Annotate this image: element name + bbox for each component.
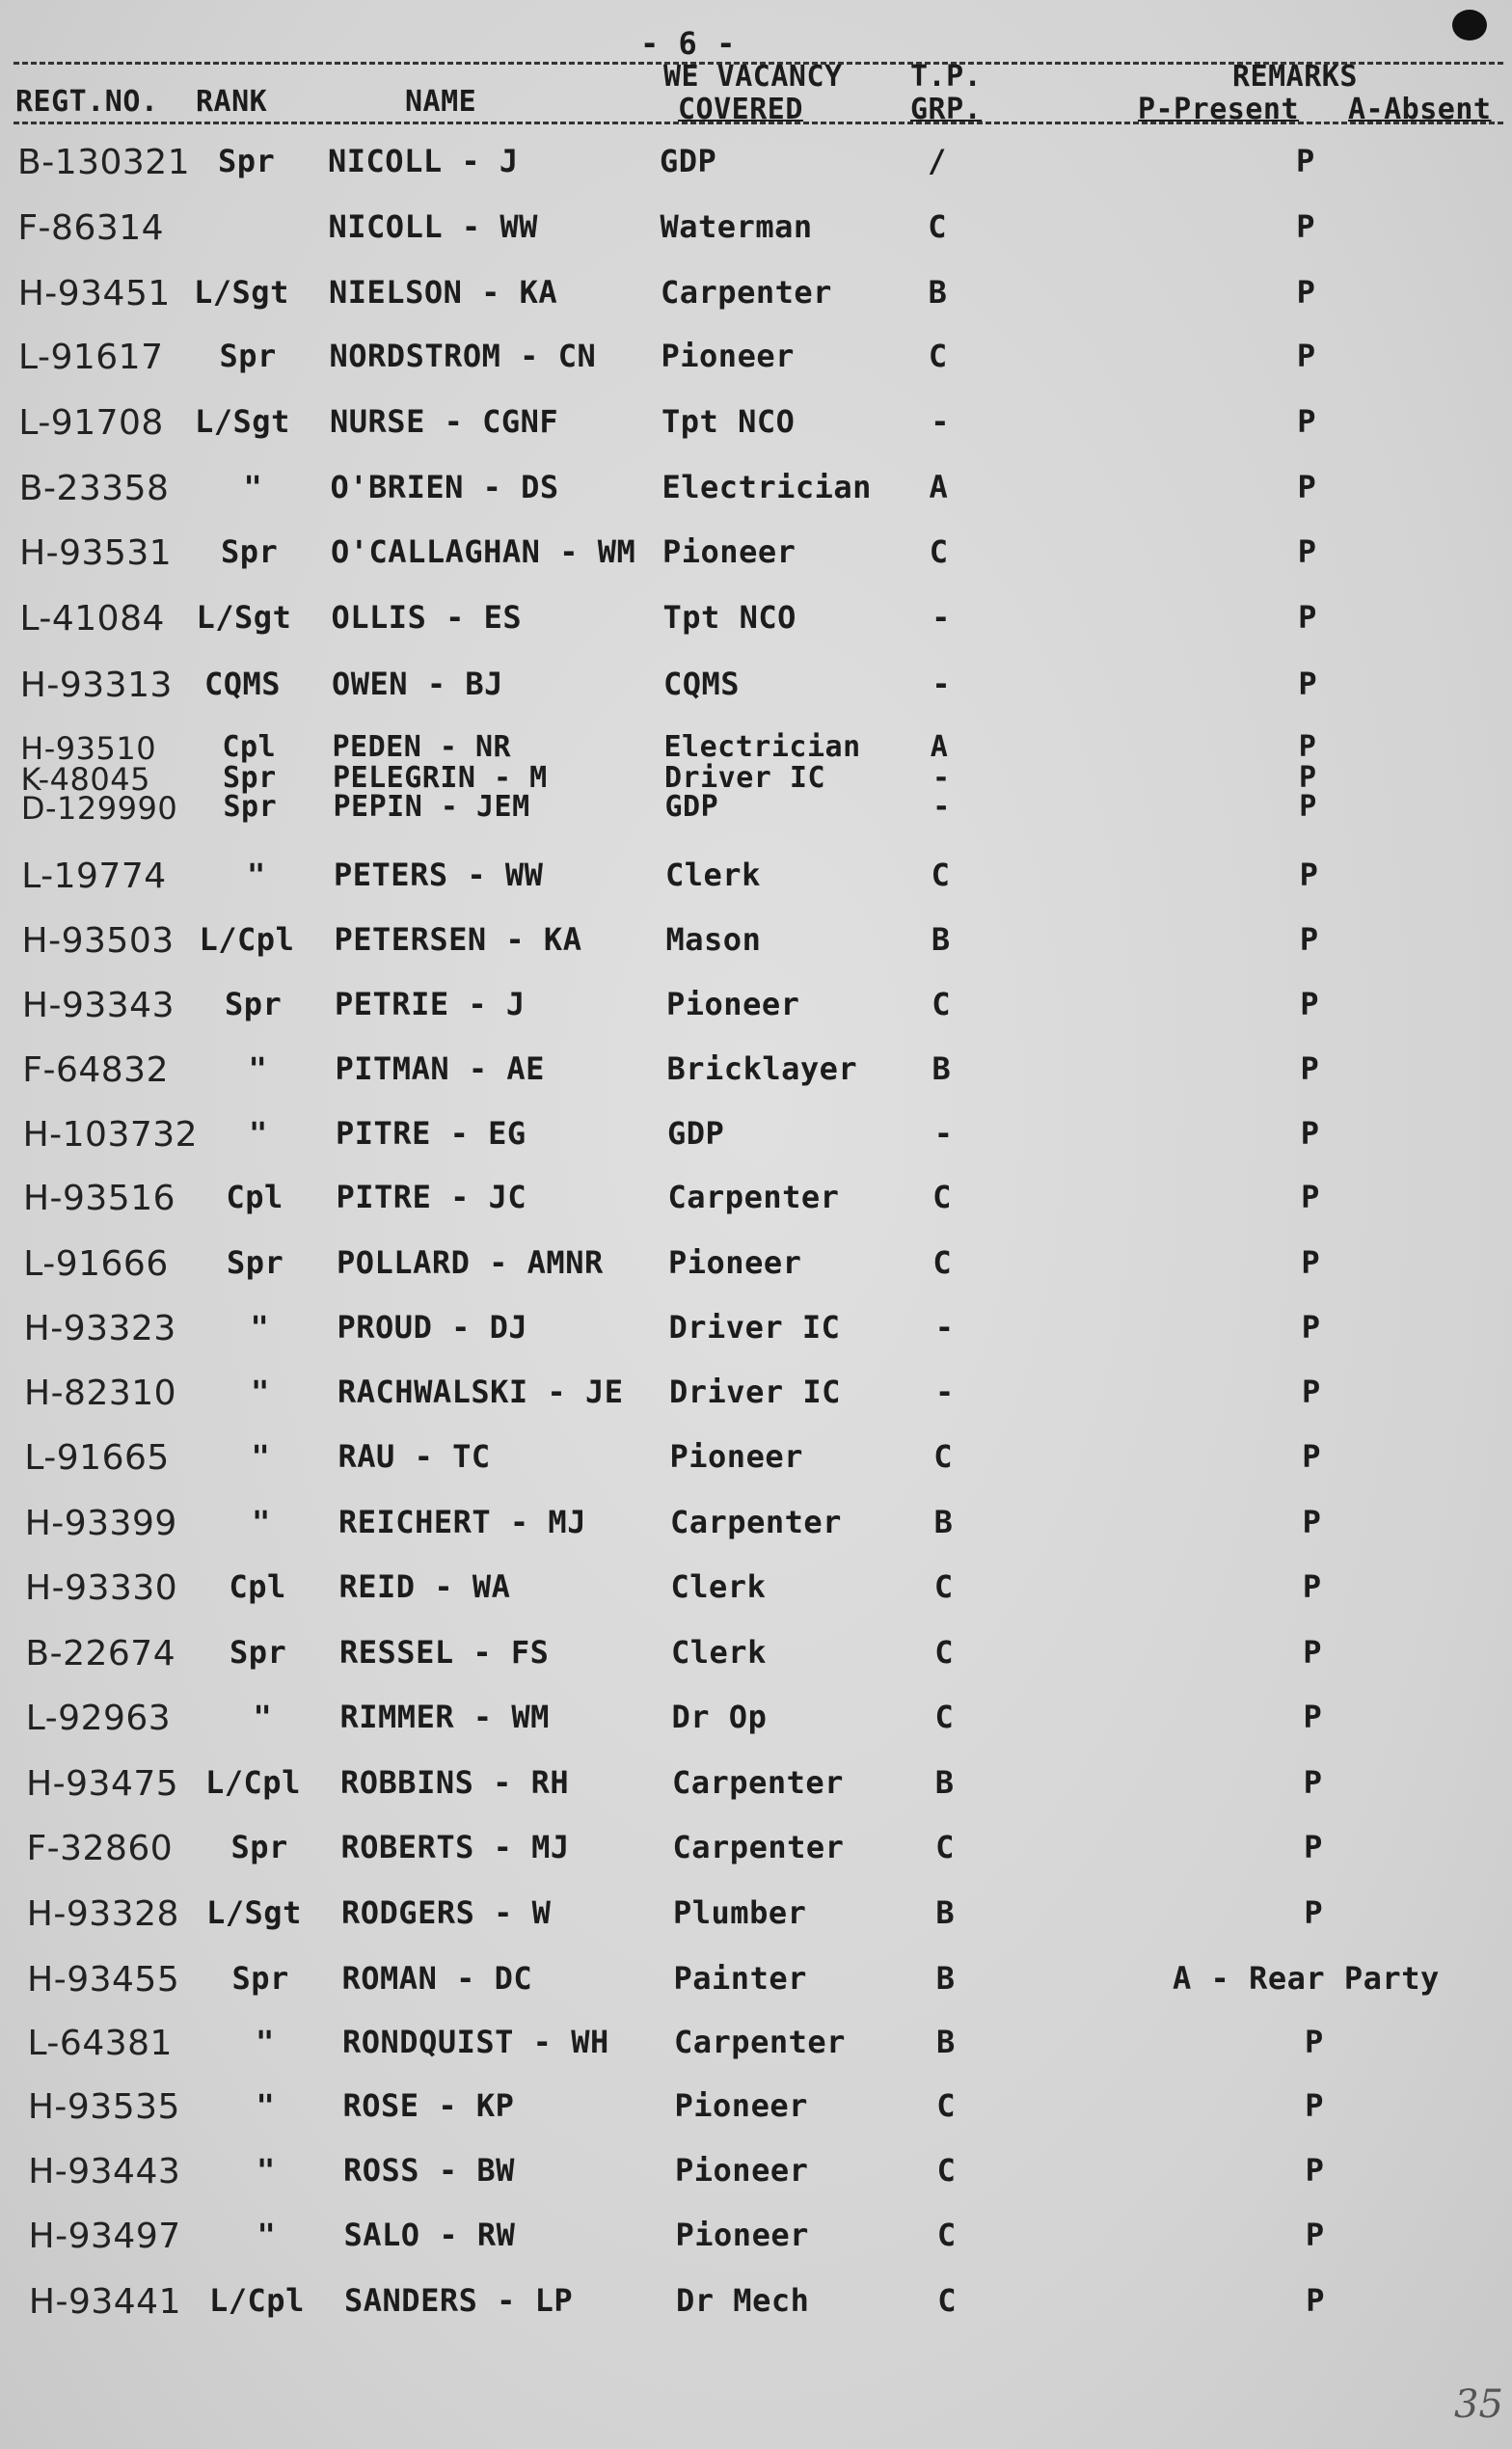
cell-remark: P — [1305, 2217, 1325, 2253]
cell-regt-no: K-48045 — [20, 761, 150, 798]
cell-rank: Spr — [230, 1829, 288, 1865]
cell-regt-no: H-82310 — [24, 1374, 177, 1413]
cell-tp-grp: - — [931, 403, 950, 440]
cell-remark: P — [1299, 857, 1319, 893]
cell-rank: " — [251, 1374, 270, 1410]
cell-vacancy: Carpenter — [672, 1829, 845, 1865]
cell-regt-no: H-93503 — [21, 921, 175, 961]
cell-vacancy: GDP — [667, 1115, 725, 1152]
cell-rank: " — [253, 1699, 273, 1735]
cell-tp-grp: C — [937, 2282, 957, 2319]
cell-tp-grp: C — [936, 2152, 957, 2189]
cell-regt-no: L-64381 — [27, 2024, 173, 2063]
cell-remark: A - Rear Party — [1173, 1960, 1440, 1997]
cell-rank: " — [247, 857, 266, 893]
cell-remark: P — [1296, 208, 1316, 245]
cell-regt-no: H-93328 — [26, 1894, 179, 1934]
cell-vacancy: Electrician — [663, 730, 861, 764]
header-remarks-present: P-Present — [1138, 93, 1300, 126]
cell-vacancy: Pioneer — [675, 2217, 809, 2253]
cell-tp-grp: C — [934, 1634, 954, 1671]
cell-name: ROSS - BW — [343, 2152, 515, 2189]
cell-regt-no: F-64832 — [22, 1050, 169, 1090]
cell-name: REICHERT - MJ — [338, 1504, 586, 1540]
cell-tp-grp: - — [932, 790, 951, 824]
cell-regt-no: L-91708 — [18, 403, 164, 443]
cell-tp-grp: B — [931, 921, 951, 958]
cell-tp-grp: - — [933, 1115, 954, 1152]
cell-remark: P — [1304, 1829, 1323, 1865]
cell-remark: P — [1299, 921, 1319, 958]
cell-regt-no: F-86314 — [17, 208, 165, 248]
cell-tp-grp: B — [935, 1894, 956, 1931]
cell-name: ROBBINS - RH — [340, 1764, 570, 1801]
cell-remark: P — [1302, 1568, 1322, 1605]
cell-name: ROBERTS - MJ — [340, 1829, 570, 1865]
cell-name: RACHWALSKI - JE — [338, 1374, 624, 1410]
cell-tp-grp: - — [932, 761, 951, 795]
header-tp-line1: T.P. — [910, 60, 983, 94]
cell-remark: P — [1298, 666, 1318, 702]
cell-regt-no: H-93535 — [27, 2087, 180, 2127]
cell-vacancy: Pioneer — [662, 533, 796, 570]
cell-vacancy: Carpenter — [674, 2024, 846, 2060]
cell-tp-grp: C — [935, 1829, 955, 1865]
cell-vacancy: Pioneer — [666, 986, 800, 1022]
cell-vacancy: GDP — [660, 143, 717, 179]
cell-vacancy: Driver IC — [669, 1374, 841, 1410]
cell-vacancy: GDP — [664, 790, 719, 824]
cell-vacancy: Tpt NCO — [662, 403, 796, 440]
cell-vacancy: Bricklayer — [666, 1050, 858, 1087]
cell-rank: " — [249, 1115, 268, 1152]
cell-name: RONDQUIST - WH — [342, 2024, 609, 2060]
cell-rank: " — [256, 2024, 275, 2060]
cell-name: OWEN - BJ — [332, 666, 503, 702]
cell-remark: P — [1298, 730, 1317, 764]
cell-rank: " — [250, 1309, 270, 1346]
cell-name: PITRE - JC — [336, 1179, 527, 1215]
cell-remark: P — [1306, 2282, 1325, 2319]
cell-vacancy: Pioneer — [668, 1244, 802, 1281]
cell-tp-grp: A — [929, 469, 949, 505]
cell-tp-grp: C — [934, 1699, 955, 1735]
cell-rank: L/Sgt — [196, 599, 292, 636]
cell-remark: P — [1301, 1309, 1321, 1346]
cell-tp-grp: - — [934, 1309, 955, 1346]
cell-tp-grp: B — [932, 1050, 952, 1087]
cell-rank: Spr — [223, 790, 278, 824]
cell-tp-grp: C — [936, 2087, 957, 2124]
cell-vacancy: Driver IC — [664, 761, 826, 795]
cell-tp-grp: C — [932, 986, 951, 1022]
cell-name: O'BRIEN - DS — [330, 469, 559, 505]
cell-name: SALO - RW — [343, 2217, 516, 2253]
cell-rank: Spr — [225, 986, 283, 1022]
cell-rank: " — [256, 2087, 276, 2124]
cell-rank: Cpl — [226, 1179, 284, 1215]
cell-remark: P — [1304, 1894, 1324, 1931]
cell-rank: " — [252, 1504, 271, 1540]
cell-tp-grp: B — [928, 274, 948, 311]
cell-vacancy: Pioneer — [675, 2152, 809, 2189]
cell-rank: L/Cpl — [209, 2282, 305, 2319]
header-name: NAME — [405, 85, 477, 119]
cell-name: NICOLL - J — [328, 143, 519, 179]
cell-name: PETERS - WW — [334, 857, 544, 893]
cell-regt-no: H-93455 — [27, 1960, 180, 2000]
folio-note: 35 — [1454, 2382, 1503, 2427]
cell-regt-no: L-92963 — [25, 1699, 172, 1738]
cell-tp-grp: C — [932, 1244, 953, 1281]
cell-tp-grp: B — [933, 1504, 954, 1540]
cell-remark: P — [1303, 1634, 1322, 1671]
cell-vacancy: Clerk — [665, 857, 761, 893]
header-regt-no: REGT.NO. — [15, 85, 159, 119]
cell-rank: L/Cpl — [205, 1764, 301, 1801]
cell-rank: Spr — [223, 761, 277, 795]
cell-tp-grp: C — [936, 2217, 957, 2253]
cell-name: RODGERS - W — [341, 1894, 552, 1931]
cell-rank: Spr — [221, 533, 279, 570]
cell-regt-no: H-93323 — [23, 1309, 176, 1348]
cell-rank: L/Sgt — [206, 1894, 302, 1931]
cell-rank: Spr — [219, 338, 277, 374]
cell-remark: P — [1297, 533, 1317, 570]
cell-rank: Spr — [218, 143, 276, 179]
cell-remark: P — [1298, 599, 1317, 636]
cell-tp-grp: - — [932, 666, 952, 702]
cell-regt-no: H-93510 — [20, 730, 157, 767]
cell-tp-grp: B — [936, 2024, 956, 2060]
cell-remark: P — [1305, 2024, 1324, 2060]
cell-remark: P — [1300, 986, 1319, 1022]
cell-vacancy: CQMS — [663, 666, 741, 702]
cell-remark: P — [1301, 1179, 1320, 1215]
cell-regt-no: D-129990 — [20, 790, 178, 827]
cell-tp-grp: C — [933, 1568, 954, 1605]
cell-vacancy: Pioneer — [669, 1438, 803, 1475]
cell-remark: P — [1299, 761, 1317, 795]
cell-tp-grp: A — [930, 730, 949, 764]
cell-vacancy: Carpenter — [661, 274, 832, 311]
cell-name: OLLIS - ES — [331, 599, 523, 636]
cell-tp-grp: C — [933, 1438, 954, 1475]
cell-vacancy: Plumber — [673, 1894, 807, 1931]
cell-name: RIMMER - WM — [339, 1699, 550, 1735]
cell-remark: P — [1303, 1699, 1323, 1735]
cell-regt-no: H-93441 — [28, 2282, 181, 2322]
header-tp-line2: GRP. — [910, 93, 983, 126]
cell-remark: P — [1302, 1504, 1322, 1540]
cell-vacancy: Clerk — [671, 1634, 767, 1671]
cell-vacancy: Electrician — [662, 469, 872, 505]
cell-name: SANDERS - LP — [344, 2282, 574, 2319]
cell-rank: " — [248, 1050, 268, 1087]
cell-regt-no: H-93330 — [25, 1568, 178, 1608]
header-vacancy-line1: WE VACANCY — [663, 60, 843, 94]
cell-rank: L/Cpl — [199, 921, 295, 958]
cell-remark: P — [1302, 1438, 1322, 1475]
cell-name: NURSE - CGNF — [330, 403, 559, 440]
cell-regt-no: H-93399 — [24, 1504, 177, 1543]
cell-name: PITMAN - AE — [335, 1050, 545, 1087]
cell-name: POLLARD - AMNR — [337, 1244, 604, 1281]
cell-tp-grp: C — [932, 1179, 952, 1215]
cell-name: PEDEN - NR — [332, 730, 512, 764]
cell-regt-no: H-103732 — [22, 1115, 199, 1155]
cell-name: RAU - TC — [338, 1438, 491, 1475]
cell-name: NIELSON - KA — [329, 274, 558, 311]
cell-regt-no: H-93497 — [28, 2217, 181, 2256]
cell-name: NORDSTROM - CN — [329, 338, 597, 374]
cell-vacancy: Carpenter — [670, 1504, 842, 1540]
cell-remark: P — [1302, 1374, 1321, 1410]
cell-rank: Spr — [230, 1634, 287, 1671]
cell-name: PEPIN - JEM — [333, 790, 530, 824]
cell-remark: P — [1296, 338, 1316, 374]
cell-name: ROMAN - DC — [341, 1960, 533, 1997]
cell-rank: " — [256, 2217, 277, 2253]
cell-remark: P — [1300, 1115, 1320, 1152]
cell-regt-no: H-93343 — [21, 986, 175, 1025]
cell-name: PELEGRIN - M — [333, 761, 548, 795]
cell-rank: CQMS — [204, 666, 282, 702]
cell-vacancy: Dr Mech — [676, 2282, 810, 2319]
cell-vacancy: Pioneer — [674, 2087, 808, 2124]
cell-vacancy: Waterman — [660, 208, 813, 245]
cell-tp-grp: - — [935, 1374, 955, 1410]
page-number: - 6 - — [640, 25, 736, 62]
cell-regt-no: L-41084 — [19, 599, 165, 639]
cell-tp-grp: / — [928, 143, 947, 179]
cell-vacancy: Painter — [673, 1960, 807, 1997]
cell-remark: P — [1297, 403, 1316, 440]
cell-remark: P — [1305, 2152, 1325, 2189]
cell-rank: L/Sgt — [194, 274, 289, 311]
cell-regt-no: H-93531 — [19, 533, 173, 573]
cell-tp-grp: - — [932, 599, 951, 636]
cell-tp-grp: C — [931, 857, 951, 893]
cell-regt-no: H-93516 — [22, 1179, 176, 1218]
cell-vacancy: Driver IC — [668, 1309, 841, 1346]
cell-name: REID - WA — [338, 1568, 511, 1605]
cell-regt-no: L-91665 — [24, 1438, 170, 1478]
cell-remark: P — [1299, 790, 1317, 824]
header-remarks: REMARKS — [1232, 60, 1358, 94]
cell-name: RESSEL - FS — [339, 1634, 550, 1671]
cell-rank: Cpl — [222, 730, 277, 764]
cell-vacancy: Carpenter — [667, 1179, 840, 1215]
cell-remark: P — [1297, 469, 1317, 505]
cell-regt-no: L-91617 — [18, 338, 164, 377]
cell-rank: Spr — [227, 1244, 284, 1281]
cell-vacancy: Clerk — [670, 1568, 767, 1605]
cell-rank: Spr — [231, 1960, 289, 1997]
cell-tp-grp: B — [935, 1960, 956, 1997]
cell-remark: P — [1301, 1244, 1321, 1281]
cell-remark: P — [1303, 1764, 1323, 1801]
cell-tp-grp: B — [934, 1764, 955, 1801]
cell-regt-no: B-23358 — [18, 469, 170, 508]
cell-regt-no: H-93443 — [28, 2152, 181, 2191]
cell-name: ROSE - KP — [342, 2087, 515, 2124]
cell-name: PITRE - EG — [336, 1115, 526, 1152]
cell-regt-no: L-19774 — [21, 857, 167, 896]
cell-regt-no: H-93451 — [17, 274, 171, 313]
cell-remark: P — [1300, 1050, 1320, 1087]
header-remarks-absent: A-Absent — [1348, 93, 1492, 126]
cell-regt-no: B-130321 — [17, 143, 191, 182]
cell-tp-grp: C — [929, 533, 949, 570]
cell-remark: P — [1305, 2087, 1325, 2124]
cell-vacancy: Dr Op — [671, 1699, 768, 1735]
cell-remark: P — [1296, 274, 1316, 311]
cell-name: NICOLL - WW — [328, 208, 538, 245]
cell-vacancy: Tpt NCO — [662, 599, 796, 636]
cell-vacancy: Pioneer — [661, 338, 795, 374]
cell-rank: " — [243, 469, 263, 505]
header-vacancy-line2: COVERED — [678, 93, 803, 126]
cell-rank: " — [251, 1438, 271, 1475]
cell-regt-no: L-91666 — [23, 1244, 169, 1284]
cell-regt-no: H-93475 — [26, 1764, 179, 1804]
cell-rank: " — [256, 2152, 276, 2189]
cell-regt-no: B-22674 — [25, 1634, 176, 1673]
cell-name: PETRIE - J — [335, 986, 526, 1022]
cell-name: O'CALLAGHAN - WM — [331, 533, 636, 570]
cell-vacancy: Carpenter — [672, 1764, 844, 1801]
cell-remark: P — [1296, 143, 1315, 179]
cell-rank: Cpl — [229, 1568, 286, 1605]
cell-vacancy: Mason — [665, 921, 762, 958]
header-rank: RANK — [196, 85, 268, 119]
cell-regt-no: F-32860 — [26, 1829, 174, 1868]
cell-rank: L/Sgt — [195, 403, 290, 440]
ink-blot — [1452, 10, 1487, 41]
cell-tp-grp: C — [928, 208, 948, 245]
cell-name: PROUD - DJ — [337, 1309, 528, 1346]
cell-regt-no: H-93313 — [19, 666, 173, 705]
cell-name: PETERSEN - KA — [334, 921, 582, 958]
cell-tp-grp: C — [928, 338, 948, 374]
